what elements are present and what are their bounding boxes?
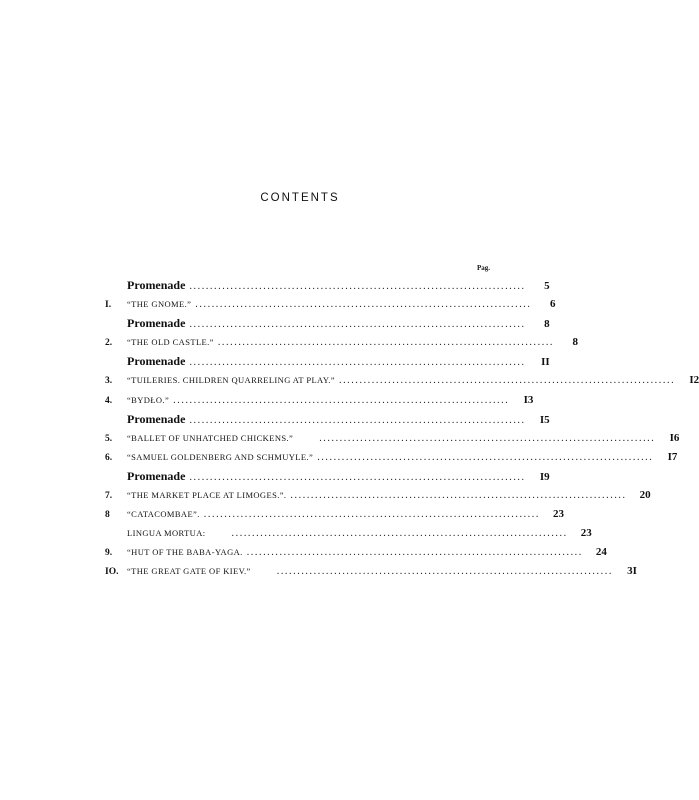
entry-page: II [541,356,550,369]
toc-entry [105,448,678,467]
entry-page: 6 [550,298,556,311]
entry-page: I5 [539,413,550,426]
leader-dots: .................................................................................. [217,337,555,349]
entry-page: 23 [552,508,564,521]
entry-title: “SAMUEL GOLDENBERG AND SCHMUYLE.” [127,451,314,462]
entry-title: LINGUA MORTUA: [127,528,206,539]
leader-dots: .................................................................................. [319,432,656,444]
toc-entry [105,467,550,486]
entry-title: Promenade [127,468,186,483]
toc-entry [105,352,550,371]
entry-page: I9 [539,470,550,483]
entry-number: 8 [105,510,110,521]
entry-title: “HUT OF THE BABA-YAGA. [127,547,243,558]
toc-entry [105,562,637,581]
entry-title: Promenade [127,278,186,292]
toc-entry [105,391,534,410]
entry-title: “THE GREAT GATE OF KIEV.” [127,566,251,577]
entry-title: “CATACOMBAE”. [127,509,200,520]
toc-entry [105,410,550,429]
entry-page: 23 [580,527,592,540]
toc-entry [105,333,579,352]
entry-page: 5 [544,280,550,292]
leader-dots: .................................................................................. [189,319,526,331]
entry-page: I6 [669,431,680,444]
entry-number: I. [105,300,112,311]
leader-dots: .................................................................................. [231,528,568,540]
entry-title: “BYDŁO.” [127,394,170,405]
leader-dots: .................................................................................. [189,281,526,292]
entry-number: 7. [105,491,113,502]
leader-dots: .................................................................................. [246,547,583,559]
entry-title: “THE GNOME.” [127,299,192,310]
page-title: CONTENTS [260,192,340,204]
entry-page: 3I [627,565,637,578]
leader-dots: .................................................................................. [276,566,613,578]
entry-number: 6. [105,452,113,463]
leader-dots: .................................................................................. [173,394,510,406]
entry-number: IO. [105,567,119,578]
page-column-header: Pag. [476,264,490,272]
entry-page: 8 [544,318,550,331]
table-of-contents [105,276,699,582]
toc-entry [105,276,550,295]
toc-entry [105,429,680,448]
leader-dots: .................................................................................. [290,490,627,502]
leader-dots: .................................................................................. [189,414,526,426]
entry-page: 8 [572,336,579,349]
entry-title: Promenade [127,354,186,369]
entry-page: I7 [667,450,678,463]
leader-dots: .................................................................................. [317,451,654,463]
entry-title: “THE OLD CASTLE.” [127,337,214,348]
toc-entry [105,486,651,505]
entry-title: Promenade [127,411,186,426]
entry-number: 5. [105,433,113,444]
entry-title: “TUILERIES. CHILDREN QUARRELING AT PLAY.” [127,375,335,386]
leader-dots: .................................................................................. [338,375,676,387]
entry-number: 9. [105,548,113,559]
toc-entry [105,314,550,333]
toc-entry [105,543,607,562]
entry-number: 2. [105,338,113,349]
leader-dots: .................................................................................. [195,299,532,311]
leader-dots: .................................................................................. [203,509,540,521]
entry-page: I3 [523,393,534,406]
entry-page: 20 [639,489,651,502]
toc-entry [105,295,556,314]
entry-number: 3. [105,376,113,387]
leader-dots: .................................................................................. [189,471,526,483]
entry-title: “THE MARKET PLACE AT LIMOGES.”. [127,490,287,501]
entry-title: Promenade [127,316,186,331]
toc-entry [105,524,592,543]
toc-entry [105,505,564,524]
entry-number: 4. [105,395,113,406]
entry-page: 24 [595,546,607,559]
leader-dots: .................................................................................. [189,357,526,369]
entry-page: I2 [689,374,699,387]
toc-entry [105,371,699,390]
entry-title: “BALLET OF UNHATCHED CHICKENS.” [127,432,294,443]
